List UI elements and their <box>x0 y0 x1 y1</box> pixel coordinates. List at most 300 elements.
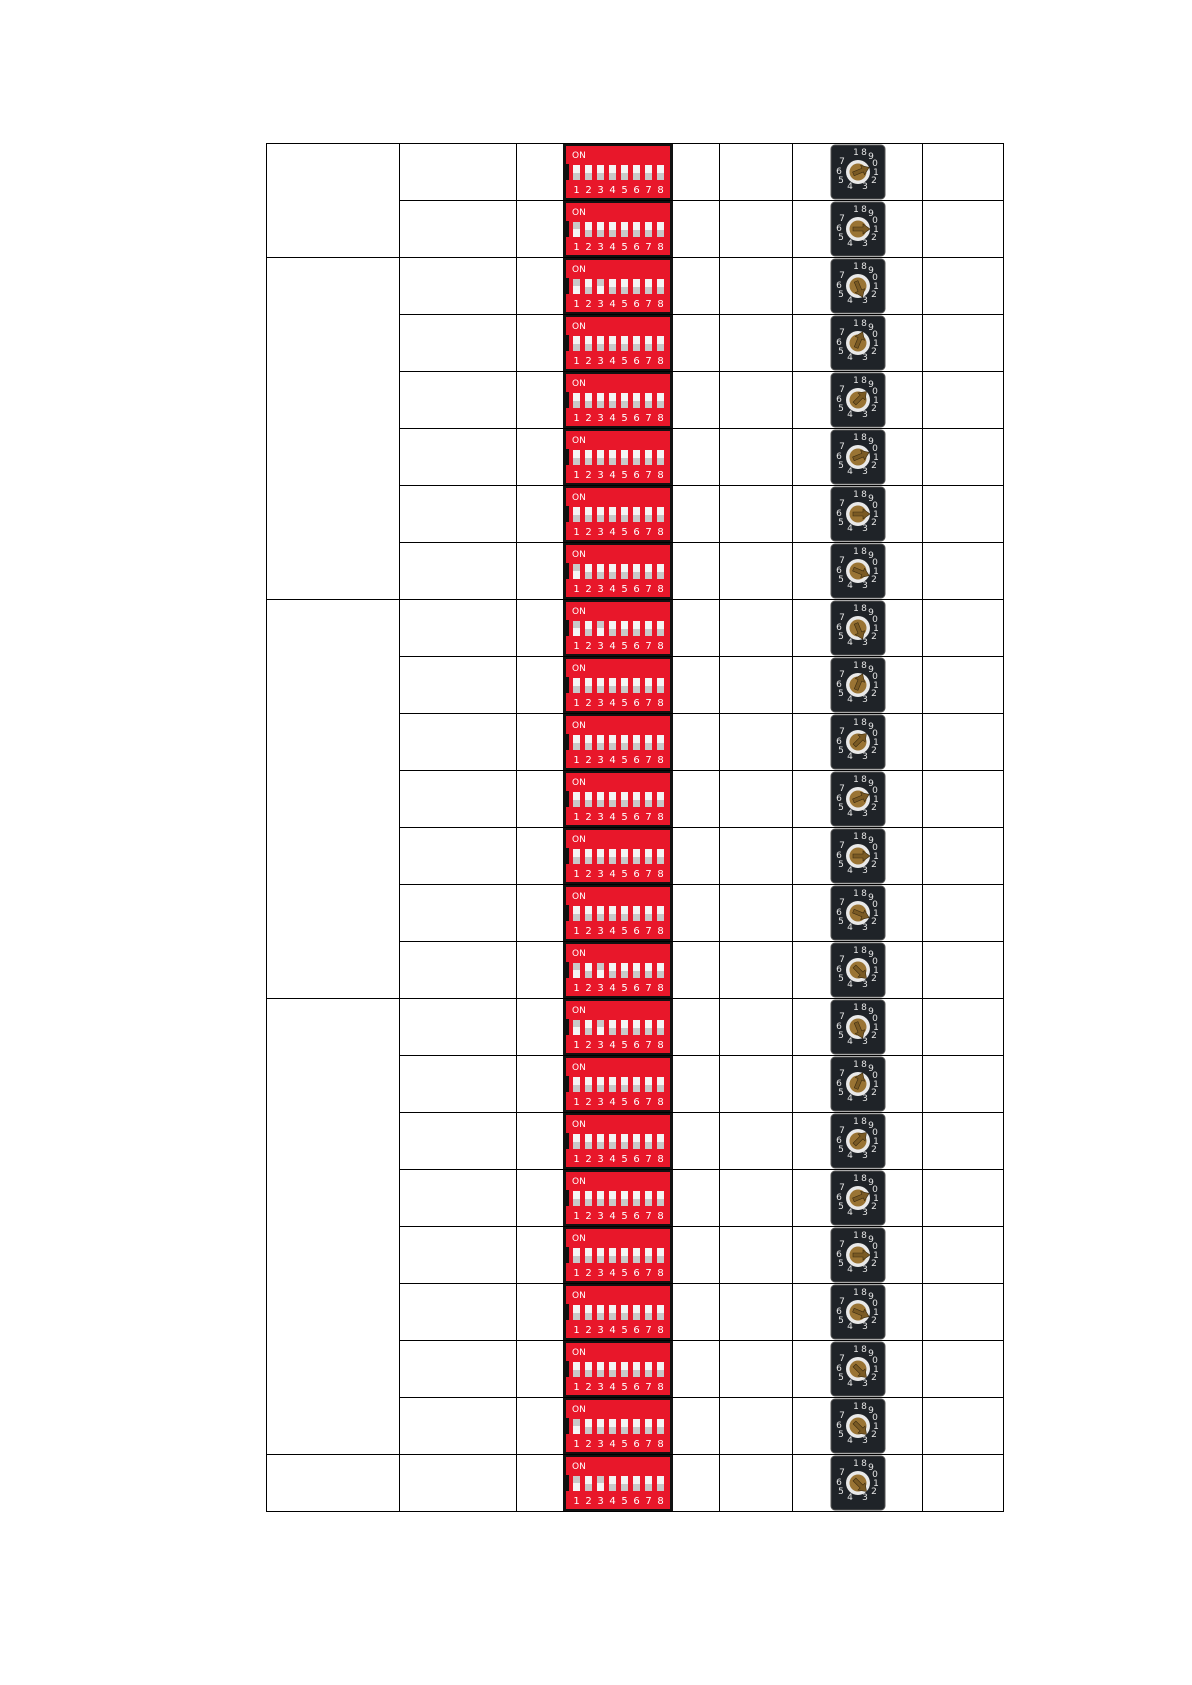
dip-lever-off <box>585 1085 592 1092</box>
spacer-cell <box>720 885 793 942</box>
rotary-dial-label: 5 <box>837 1202 844 1212</box>
dip-number-label: 5 <box>621 983 628 994</box>
rotary-dial-label: 1 <box>852 205 859 215</box>
dip-number-label: 8 <box>657 869 664 880</box>
rotary-dial-label: 1 <box>852 433 859 443</box>
dip-switch-cell <box>517 942 720 999</box>
dip-on-label: ON <box>572 949 586 959</box>
dip-lever-on <box>597 963 604 970</box>
dip-lever-on <box>597 1020 604 1027</box>
rotary-dial-label: 6 <box>835 338 842 348</box>
dip-switch-cell <box>517 429 720 486</box>
setting-cell <box>400 1341 517 1398</box>
dip-number-label: 5 <box>621 869 628 880</box>
rotary-dial-label: 9 <box>867 1463 874 1473</box>
dip-lever-off <box>609 971 616 978</box>
dip-switch-icon <box>563 543 673 599</box>
dip-lever-off <box>597 1142 604 1149</box>
dip-number-label: 7 <box>645 1040 652 1051</box>
spacer-cell <box>720 1170 793 1227</box>
rotary-dial-label: 9 <box>867 1349 874 1359</box>
dip-number-label: 6 <box>633 1097 640 1108</box>
rotary-dial-label: 1 <box>852 547 859 557</box>
rotary-dial-label: 8 <box>860 775 867 785</box>
dip-on-label: ON <box>572 664 586 674</box>
rotary-dial-label: 0 <box>871 729 878 739</box>
rotary-dial-label: 2 <box>870 176 877 186</box>
dip-number-label: 2 <box>585 869 592 880</box>
spacer-cell <box>720 1455 793 1512</box>
dip-switch-icon <box>563 600 673 656</box>
rotary-switch-icon <box>830 315 886 371</box>
rotary-dial-label: 9 <box>867 1406 874 1416</box>
rotary-dial-label: 7 <box>838 1354 845 1364</box>
dip-number-label: 7 <box>645 299 652 310</box>
dip-number-label: 6 <box>633 1211 640 1222</box>
rotary-dial-label: 7 <box>838 499 845 509</box>
dip-number-label: 3 <box>597 413 604 424</box>
dip-number-label: 7 <box>645 242 652 253</box>
rotary-dial-label: 3 <box>861 752 868 762</box>
table-row <box>267 258 1004 315</box>
value-cell <box>923 828 1004 885</box>
rotary-dial-label: 7 <box>838 613 845 623</box>
rotary-switch-icon <box>830 1341 886 1397</box>
rotary-dial-label: 3 <box>861 182 868 192</box>
dip-number-label: 8 <box>657 1439 664 1450</box>
rotary-dial-label: 4 <box>846 1379 853 1389</box>
rotary-dial-label: 4 <box>846 524 853 534</box>
rotary-dial-label: 4 <box>846 410 853 420</box>
setting-cell <box>400 657 517 714</box>
dip-lever-off <box>621 1085 628 1092</box>
rotary-dial-label: 1 <box>852 1402 859 1412</box>
dip-lever-off <box>597 173 604 180</box>
rotary-dial-label: 1 <box>872 624 879 634</box>
dip-switch-cell <box>517 372 720 429</box>
dip-lever-off <box>573 800 580 807</box>
rotary-switch-cell <box>793 543 923 600</box>
dip-switch-icon <box>563 771 673 827</box>
dip-number-label: 1 <box>573 242 580 253</box>
dip-number-label: 2 <box>585 1154 592 1165</box>
rotary-dial-label: 2 <box>870 575 877 585</box>
dip-lever-off <box>609 800 616 807</box>
dip-lever-off <box>657 1199 664 1206</box>
dip-number-label: 6 <box>633 698 640 709</box>
rotary-dial-label: 4 <box>846 695 853 705</box>
rotary-switch-cell <box>793 486 923 543</box>
rotary-dial-label: 8 <box>860 148 867 158</box>
dip-number-label: 2 <box>585 698 592 709</box>
dip-lever-off <box>573 515 580 522</box>
dip-number-label: 2 <box>585 413 592 424</box>
rotary-dial-label: 3 <box>861 1436 868 1446</box>
rotary-switch-icon <box>830 828 886 884</box>
value-cell <box>923 372 1004 429</box>
rotary-dial-label: 1 <box>872 1137 879 1147</box>
dip-lever-off <box>645 1313 652 1320</box>
dip-number-label: 8 <box>657 1097 664 1108</box>
rotary-dial-label: 5 <box>837 917 844 927</box>
value-cell <box>923 144 1004 201</box>
dip-lever-on <box>573 1476 580 1483</box>
rotary-dial-label: 9 <box>867 608 874 618</box>
dip-number-label: 2 <box>585 242 592 253</box>
rotary-dial-label: 4 <box>846 1322 853 1332</box>
dip-switch-icon <box>563 828 673 884</box>
rotary-dial-label: 7 <box>838 841 845 851</box>
dip-lever-off <box>657 230 664 237</box>
rotary-switch-icon <box>830 1227 886 1283</box>
rotary-dial-label: 1 <box>852 376 859 386</box>
dip-lever-off <box>585 1427 592 1434</box>
dip-switch-cell <box>517 600 720 657</box>
rotary-dial-label: 5 <box>837 1373 844 1383</box>
dip-number-label: 5 <box>621 1325 628 1336</box>
dip-number-label: 7 <box>645 1097 652 1108</box>
dip-number-label: 2 <box>585 641 592 652</box>
dip-number-label: 3 <box>597 926 604 937</box>
dip-number-label: 3 <box>597 1382 604 1393</box>
dip-lever-off <box>573 458 580 465</box>
rotary-dial-label: 7 <box>838 1126 845 1136</box>
dip-lever-off <box>645 1085 652 1092</box>
dip-number-label: 4 <box>609 470 616 481</box>
rotary-dial-label: 6 <box>835 851 842 861</box>
rotary-dial-label: 6 <box>835 452 842 462</box>
rotary-dial-label: 5 <box>837 803 844 813</box>
dip-switch-cell <box>517 1170 720 1227</box>
value-cell <box>923 1170 1004 1227</box>
value-cell <box>923 600 1004 657</box>
dip-lever-off <box>621 971 628 978</box>
spacer-cell <box>720 486 793 543</box>
dip-number-label: 8 <box>657 698 664 709</box>
rotary-dial-label: 6 <box>835 1079 842 1089</box>
setting-cell <box>400 486 517 543</box>
dip-lever-off <box>633 458 640 465</box>
dip-number-label: 1 <box>573 869 580 880</box>
dip-lever-off <box>657 800 664 807</box>
dip-number-label: 5 <box>621 641 628 652</box>
rotary-dial-label: 5 <box>837 1430 844 1440</box>
dip-lever-off <box>657 1085 664 1092</box>
dip-on-label: ON <box>572 892 586 902</box>
dip-lever-off <box>621 1199 628 1206</box>
rotary-dial-label: 1 <box>872 966 879 976</box>
dip-lever-off <box>633 344 640 351</box>
dip-switch-cell <box>517 771 720 828</box>
dip-lever-off <box>621 914 628 921</box>
dip-number-label: 3 <box>597 584 604 595</box>
dip-lever-off <box>633 1370 640 1377</box>
rotary-dial-label: 3 <box>861 980 868 990</box>
value-cell <box>923 1284 1004 1341</box>
dip-number-label: 4 <box>609 185 616 196</box>
setting-cell <box>400 429 517 486</box>
dip-number-label: 4 <box>609 755 616 766</box>
rotary-dial-label: 6 <box>835 281 842 291</box>
setting-cell <box>400 1113 517 1170</box>
rotary-dial-label: 0 <box>871 957 878 967</box>
dip-number-label: 3 <box>597 755 604 766</box>
dip-lever-off <box>657 629 664 636</box>
dip-number-label: 2 <box>585 812 592 823</box>
dip-number-label: 2 <box>585 983 592 994</box>
rotary-dial-label: 2 <box>870 1316 877 1326</box>
dip-lever-off <box>645 1427 652 1434</box>
dip-lever-off <box>621 743 628 750</box>
rotary-dial-label: 8 <box>860 547 867 557</box>
dip-switch-icon <box>563 315 673 371</box>
spacer-cell <box>720 1056 793 1113</box>
dip-lever-off <box>597 686 604 693</box>
dip-lever-off <box>633 1085 640 1092</box>
rotary-switch-cell <box>793 1227 923 1284</box>
dip-on-label: ON <box>572 835 586 845</box>
dip-lever-on <box>597 1476 604 1483</box>
rotary-switch-icon <box>830 657 886 713</box>
dip-lever-off <box>621 572 628 579</box>
rotary-dial-label: 2 <box>870 1430 877 1440</box>
rotary-dial-label: 7 <box>838 271 845 281</box>
rotary-dial-label: 8 <box>860 889 867 899</box>
dip-lever-on <box>573 564 580 571</box>
dip-lever-off <box>573 1199 580 1206</box>
dip-number-label: 5 <box>621 926 628 937</box>
spacer-cell <box>720 771 793 828</box>
dip-number-label: 7 <box>645 755 652 766</box>
dip-number-label: 3 <box>597 1154 604 1165</box>
setting-cell <box>400 315 517 372</box>
rotary-dial-label: 0 <box>871 1356 878 1366</box>
rotary-dial-label: 2 <box>870 917 877 927</box>
dip-number-label: 1 <box>573 527 580 538</box>
rotary-dial-label: 8 <box>860 1117 867 1127</box>
value-cell <box>923 1227 1004 1284</box>
setting-cell <box>400 1284 517 1341</box>
rotary-dial-label: 0 <box>871 501 878 511</box>
rotary-dial-label: 5 <box>837 233 844 243</box>
dip-number-label: 5 <box>621 1496 628 1507</box>
dip-number-label: 4 <box>609 299 616 310</box>
dip-number-label: 7 <box>645 185 652 196</box>
dip-switch-cell <box>517 258 720 315</box>
dip-lever-off <box>621 401 628 408</box>
dip-lever-off <box>633 857 640 864</box>
rotary-dial-label: 1 <box>852 148 859 158</box>
rotary-dial-label: 6 <box>835 965 842 975</box>
dip-number-label: 8 <box>657 299 664 310</box>
rotary-dial-label: 1 <box>872 1479 879 1489</box>
dip-number-label: 5 <box>621 470 628 481</box>
setting-cell <box>400 885 517 942</box>
rotary-dial-label: 9 <box>867 437 874 447</box>
dip-lever-off <box>585 971 592 978</box>
dip-switch-icon <box>563 1341 673 1397</box>
dip-lever-on <box>597 621 604 628</box>
dip-number-label: 8 <box>657 755 664 766</box>
dip-lever-off <box>609 1085 616 1092</box>
dip-switch-icon <box>563 657 673 713</box>
dip-lever-off <box>597 515 604 522</box>
rotary-dial-label: 3 <box>861 866 868 876</box>
dip-number-label: 4 <box>609 242 616 253</box>
rotary-dial-label: 2 <box>870 1373 877 1383</box>
dip-lever-off <box>609 1256 616 1263</box>
rotary-dial-label: 7 <box>838 442 845 452</box>
dip-number-label: 8 <box>657 356 664 367</box>
rotary-switch-icon <box>830 1284 886 1340</box>
dip-lever-off <box>585 1256 592 1263</box>
setting-cell <box>400 543 517 600</box>
dip-number-label: 7 <box>645 1496 652 1507</box>
rotary-dial-label: 4 <box>846 809 853 819</box>
dip-number-label: 6 <box>633 1382 640 1393</box>
dip-number-label: 4 <box>609 1211 616 1222</box>
dip-number-label: 4 <box>609 1040 616 1051</box>
rotary-dial-label: 2 <box>870 746 877 756</box>
dip-lever-on <box>573 1020 580 1027</box>
dip-lever-off <box>597 1256 604 1263</box>
dip-lever-off <box>585 515 592 522</box>
dip-lever-off <box>609 1370 616 1377</box>
dip-number-label: 1 <box>573 185 580 196</box>
table-row <box>267 600 1004 657</box>
setting-cell <box>400 942 517 999</box>
dip-lever-off <box>657 173 664 180</box>
dip-lever-off <box>585 686 592 693</box>
dip-lever-off <box>657 458 664 465</box>
dip-number-label: 5 <box>621 242 628 253</box>
rotary-dial-label: 1 <box>872 510 879 520</box>
dip-number-label: 1 <box>573 1382 580 1393</box>
dip-number-label: 6 <box>633 812 640 823</box>
rotary-switch-cell <box>793 258 923 315</box>
rotary-switch-icon <box>830 429 886 485</box>
dip-number-label: 4 <box>609 926 616 937</box>
dip-lever-off <box>633 1028 640 1035</box>
rotary-dial-label: 3 <box>861 524 868 534</box>
dip-switch-cell <box>517 657 720 714</box>
dip-lever-off <box>585 230 592 237</box>
dip-lever-on <box>573 1419 580 1426</box>
rotary-dial-label: 3 <box>861 809 868 819</box>
dip-number-label: 3 <box>597 1496 604 1507</box>
dip-number-label: 3 <box>597 641 604 652</box>
rotary-switch-cell <box>793 1056 923 1113</box>
rotary-dial-label: 7 <box>838 670 845 680</box>
dip-lever-off <box>585 1199 592 1206</box>
dip-lever-off <box>573 173 580 180</box>
rotary-dial-label: 1 <box>852 490 859 500</box>
dip-number-label: 7 <box>645 470 652 481</box>
setting-cell <box>400 828 517 885</box>
dip-lever-off <box>585 1484 592 1491</box>
dip-on-label: ON <box>572 322 586 332</box>
rotary-dial-label: 7 <box>838 1297 845 1307</box>
rotary-dial-label: 1 <box>872 567 879 577</box>
dip-number-label: 8 <box>657 1325 664 1336</box>
value-cell <box>923 1113 1004 1170</box>
spacer-cell <box>720 543 793 600</box>
rotary-dial-label: 8 <box>860 262 867 272</box>
dip-number-label: 6 <box>633 185 640 196</box>
rotary-switch-cell <box>793 828 923 885</box>
dip-switch-icon <box>563 714 673 770</box>
dip-on-label: ON <box>572 1120 586 1130</box>
dip-number-label: 3 <box>597 698 604 709</box>
rotary-dial-label: 4 <box>846 1265 853 1275</box>
dip-lever-off <box>585 1313 592 1320</box>
dip-lever-off <box>657 1427 664 1434</box>
dip-number-label: 8 <box>657 1496 664 1507</box>
dip-number-label: 8 <box>657 527 664 538</box>
dip-number-label: 5 <box>621 1154 628 1165</box>
rotary-dial-label: 1 <box>852 1174 859 1184</box>
value-cell <box>923 999 1004 1056</box>
rotary-dial-label: 4 <box>846 467 853 477</box>
dip-lever-off <box>585 857 592 864</box>
spacer-cell <box>720 1113 793 1170</box>
dip-number-label: 6 <box>633 470 640 481</box>
rotary-dial-label: 9 <box>867 1121 874 1131</box>
dip-lever-off <box>657 572 664 579</box>
dip-lever-off <box>597 230 604 237</box>
value-cell <box>923 258 1004 315</box>
dip-lever-off <box>585 572 592 579</box>
dip-lever-off <box>645 173 652 180</box>
dip-on-label: ON <box>572 1177 586 1187</box>
dip-number-label: 4 <box>609 1382 616 1393</box>
dip-number-label: 1 <box>573 641 580 652</box>
dip-number-label: 3 <box>597 983 604 994</box>
dip-number-label: 7 <box>645 527 652 538</box>
value-cell <box>923 486 1004 543</box>
dip-number-label: 1 <box>573 1439 580 1450</box>
rotary-dial-label: 2 <box>870 1145 877 1155</box>
dip-lever-off <box>597 572 604 579</box>
dip-number-label: 6 <box>633 527 640 538</box>
rotary-dial-label: 6 <box>835 1421 842 1431</box>
dip-lever-off <box>573 743 580 750</box>
rotary-dial-label: 9 <box>867 950 874 960</box>
dip-number-label: 5 <box>621 1439 628 1450</box>
value-cell <box>923 315 1004 372</box>
rotary-switch-cell <box>793 771 923 828</box>
rotary-switch-icon <box>830 258 886 314</box>
rotary-dial-label: 9 <box>867 893 874 903</box>
rotary-dial-label: 2 <box>870 1259 877 1269</box>
rotary-dial-label: 1 <box>852 889 859 899</box>
dip-lever-off <box>609 686 616 693</box>
rotary-dial-label: 3 <box>861 353 868 363</box>
dip-lever-off <box>621 344 628 351</box>
dip-lever-off <box>633 800 640 807</box>
rotary-dial-label: 4 <box>846 1037 853 1047</box>
rotary-dial-label: 5 <box>837 1487 844 1497</box>
spacer-cell <box>720 828 793 885</box>
dip-lever-off <box>657 1313 664 1320</box>
rotary-dial-label: 3 <box>861 1493 868 1503</box>
dip-number-label: 6 <box>633 983 640 994</box>
dip-lever-off <box>645 629 652 636</box>
dip-lever-off <box>597 1370 604 1377</box>
dip-lever-off <box>621 686 628 693</box>
rotary-switch-cell <box>793 1113 923 1170</box>
rotary-dial-label: 4 <box>846 866 853 876</box>
